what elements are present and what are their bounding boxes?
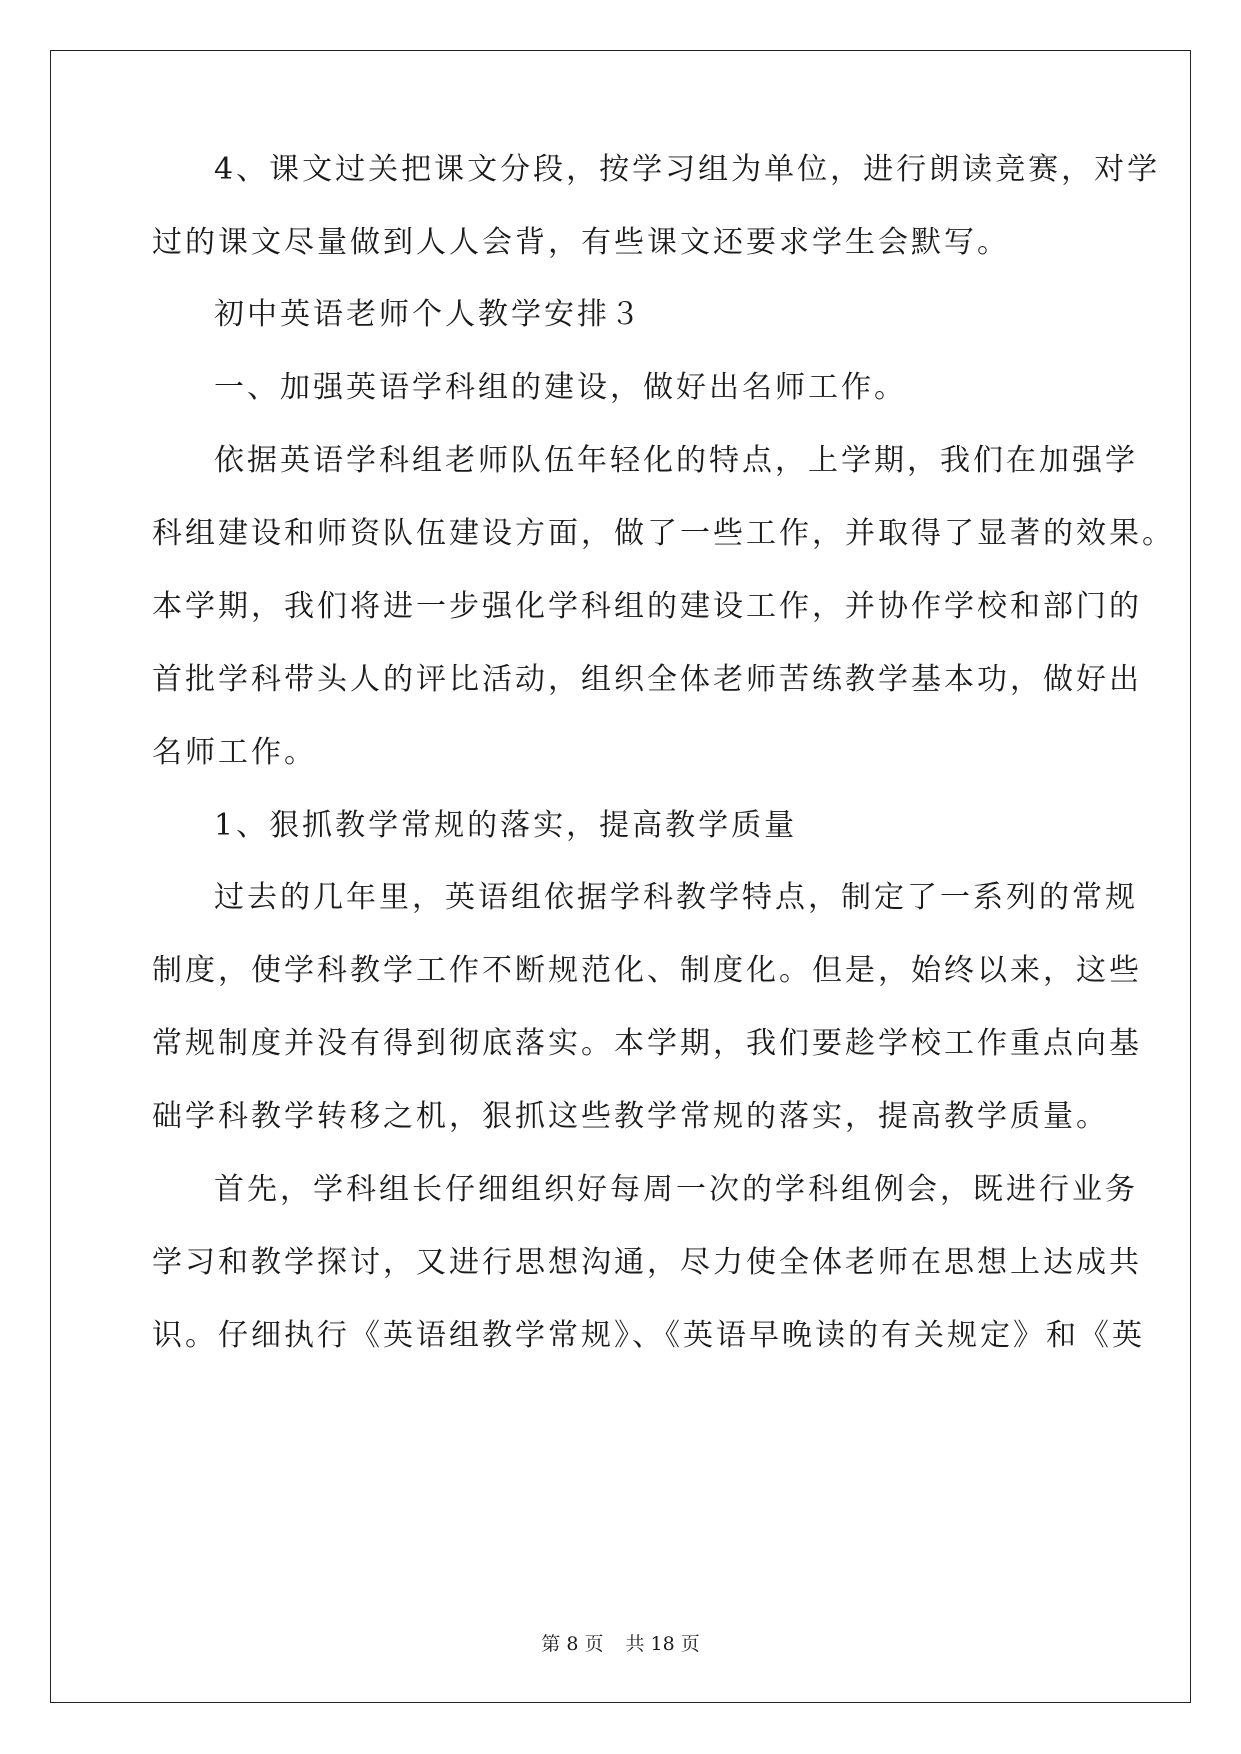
subsection-heading: 一、加强英语学科组的建设，做好出名师工作。 [214,370,907,405]
paragraph-line: 常规制度并没有得到彻底落实。本学期，我们要趁学校工作重点向基 [152,1026,1142,1061]
page-number: 第 8 页 [541,1633,604,1655]
paragraph-line: 过去的几年里，英语组依据学科教学特点，制定了一系列的常规 [214,880,1138,915]
paragraph-line: 本学期，我们将进一步强化学科组的建设工作，并协作学校和部门的 [152,589,1142,624]
paragraph-line: 依据英语学科组老师队伍年轻化的特点，上学期，我们在加强学 [214,443,1138,478]
subsection-heading: 1、狠抓教学常规的落实，提高教学质量 [214,808,798,843]
paragraph-line: 首先，学科组长仔细组织好每周一次的学科组例会，既进行业务 [214,1172,1138,1207]
paragraph-line: 础学科教学转移之机，狠抓这些教学常规的落实，提高教学质量。 [152,1099,1109,1134]
paragraph-line: 过的课文尽量做到人人会背，有些课文还要求学生会默写。 [152,225,1010,260]
section-heading: 初中英语老师个人教学安排３ [214,297,643,332]
paragraph-line: 首批学科带头人的评比活动，组织全体老师苦练教学基本功，做好出 [152,662,1142,697]
paragraph-line: 4、课文过关把课文分段，按学习组为单位，进行朗读竞赛，对学 [214,152,1161,187]
paragraph-line: 识。仔细执行《英语组教学常规》、《英语早晚读的有关规定》和《英 [152,1318,1145,1353]
paragraph-line: 名师工作。 [152,735,317,770]
paragraph-line: 制度，使学科教学工作不断规范化、制度化。但是，始终以来，这些 [152,953,1142,988]
page-total: 共 18 页 [625,1633,700,1655]
page-footer [0,1632,1241,1656]
paragraph-line: 科组建设和师资队伍建设方面，做了一些工作，并取得了显著的效果。 [152,516,1175,551]
paragraph-line: 学习和教学探讨，又进行思想沟通，尽力使全体老师在思想上达成共 [152,1245,1142,1280]
